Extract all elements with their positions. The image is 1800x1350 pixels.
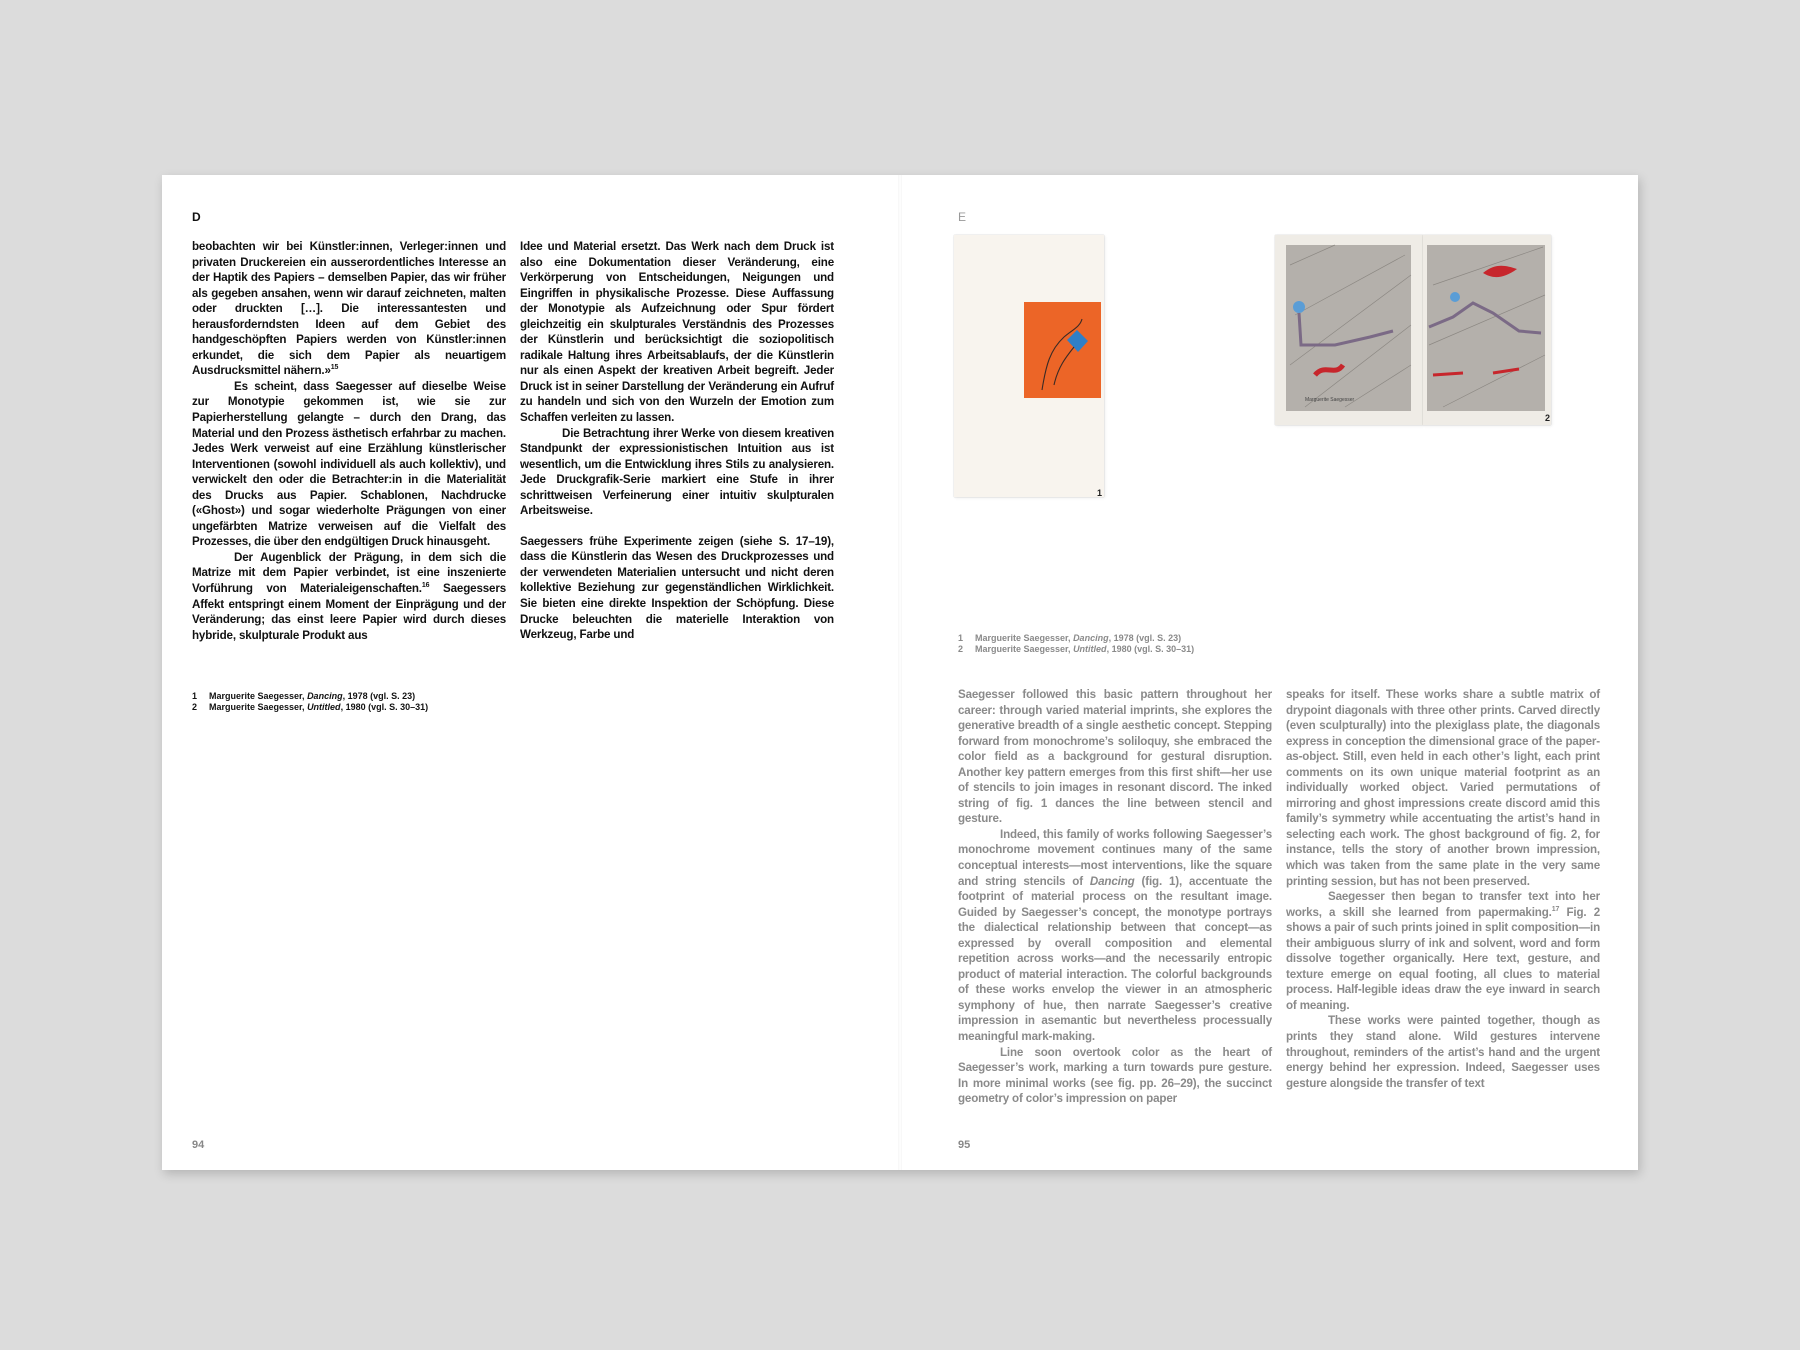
paragraph: Saegesser followed this basic pattern throughout her career: through varied material imprints, she explores the generative breadth of a single aesthetic concept. Stepping forward from monochrome’s soliloquy, she embraced the color field as a background for gestural disruption. Another key pattern emerges from this first shift—her use of stencils to join images in resonant discord. The inked string of fig. 1 dances the line between stencil and gesture. bbox=[958, 688, 1272, 826]
paragraph: Idee und Material ersetzt. Das Werk nach dem Druck ist also eine Dokumentation dieser Veränderung, eine Verkörperung von Entscheidungen, Neigungen und Eingriffen in physikalische Prozesse. Diese Auffassung der Monotypie als Aufzeichnung oder Spur fördert gleichzeitig ein skulpturales Verständnis des Prozesses der Künstlerin und berücksichtigt die soziopolitisch radikale Haltung ihres Arbeitsablaufs, der die Künstlerin nur als einen Aspekt der kreativen Arbeit begreift. Jeder Druck ist in seiner Darstellung der Veränderung ein Aufruf zu handeln und sich von den Wurzeln der Emotion zum Schaffen verleiten zu lassen. bbox=[520, 240, 834, 425]
figure-2-print-right bbox=[1423, 235, 1551, 425]
text-column-1 bbox=[192, 239, 506, 643]
orange-texture bbox=[1024, 302, 1101, 398]
paragraph: Saegessers frühe Experimente zeigen (siehe S. 17–19), dass die Künstlerin das Wesen des Druckprozesses und der verwendeten Materialien untersucht und nicht deren kollektive Beziehung zur gegenständlichen Wirklichkeit. Sie bieten eine direkte Inspektion der Schöpfung. Diese Drucke beleuchten die materielle Interaktion von Werkzeug, Farbe und bbox=[520, 534, 834, 642]
page-number: 94 bbox=[192, 1139, 205, 1151]
drypoint-field bbox=[1286, 245, 1411, 411]
footnotes bbox=[192, 691, 428, 713]
paragraph: beobachten wir bei Künstler:innen, Verleger:innen und privaten Druckereien ein ausserordentliches Interesse an der Haptik des Papiers – demselben Papier, das wir früher als gegeben ansahen, wenn wir darauf zeichneten, malten oder druckten […]. Die interessantesten und herausforderndsten Ideen auf dem Gebiet des handgeschöpften Papiers werden von Künstler:innen erkundet, die sich dem Papier als neuartigem Ausdrucksmittel nähern.»$^{15}$ bbox=[192, 240, 506, 378]
blue-gesture bbox=[1293, 301, 1305, 313]
figure-1-artwork bbox=[954, 235, 1104, 497]
footnote: 1 Marguerite Saegesser, Dancing, 1978 (vgl. S. 23) bbox=[192, 691, 416, 701]
paragraph: Es scheint, dass Saegesser auf dieselbe Weise zur Monotypie gekommen ist, wie sie zur Papierherstellung gelangte – durch den Drang, das Material und den Prozess ästhetisch erfahrbar zu machen. Jedes Werk verweist auf eine Erzählung künstlerischer Interventionen (sowohl individuell als auch kollektiv), und verwickelt den oder die Betrachter:in in die Materialität des Drucks aus Papier. Schablonen, Nachdrucke («Ghost») und sogar wiederholte Prägungen von einer ungefärbten Matrize verweisen auf die Vielfalt des Prozesses, die über den endgültigen Druck hinausgeht. bbox=[192, 379, 506, 549]
paragraph: Line soon overtook color as the heart of Saegesser’s work, marking a turn towards pure gesture. In more minimal works (see fig. pp. 26–29), the succinct geometry of color’s impression on paper bbox=[958, 1045, 1272, 1106]
figure-1-print bbox=[954, 235, 1104, 497]
note-ref: 16 bbox=[421, 582, 430, 590]
figure-2-right-artwork bbox=[1423, 235, 1551, 425]
paragraph: speaks for itself. These works share a subtle matrix of drypoint diagonals with three other prints. Carved directly (even sculpturally) into the plexiglass plate, the diagonals express in conception the dimensional grace of the paper-as-object. Still, even held in each other’s light, each print comments on its own unique material footprint as an individually worked object. Varied permutations of mirroring and ghost impressions create discord amid this family’s symmetry while accentuating the artist’s hand in selecting each work. The ghost background of fig. 2, for instance, tells the story of another brown impression, which was taken from the same plate in the very same printing session, but has not been preserved. bbox=[1286, 688, 1600, 888]
section-letter: D bbox=[192, 210, 201, 224]
paragraph: These works were painted together, though as prints they stand alone. Wild gestures intervene throughout, reminders of the artist’s hand and the urgent energy behind her expression. Indeed, Saegesser uses gesture alongside the transfer of text bbox=[1286, 1014, 1600, 1090]
figure-2-number: 2 bbox=[1545, 413, 1551, 423]
paragraph: Saegesser then began to transfer text into her works, a skill she learned from papermaking.$^{17}$ Fig. 2 shows a pair of such prints joined in split composition—in their ambiguous slurry of ink and solvent, word and form dissolve together organically. Here text, gesture, and texture emerge on equal footing, all clues to material process. Half-legible ideas draw the eye inward in search of meaning. bbox=[1286, 890, 1600, 1012]
paragraph: Der Augenblick der Prägung, in dem sich die Matrize mit dem Papier verbindet, ist eine inszenierte Vorführung von Materialeigenschaften.$^{16}$ Saegessers Affekt entspringt einem Moment der Einprägung und der Veränderung; das einst leere Papier wird durch dieses hybride, skulpturale Produkt aus bbox=[192, 550, 506, 642]
section-letter: E bbox=[958, 210, 967, 224]
text-column-1 bbox=[958, 687, 1272, 1107]
left-page bbox=[162, 175, 900, 1170]
figure-1-number: 1 bbox=[1097, 488, 1103, 498]
book-spread bbox=[162, 175, 1638, 1170]
footnote: 2 Marguerite Saegesser, Untitled, 1980 (vgl. S. 30–31) bbox=[192, 702, 429, 712]
note-ref: 17 bbox=[1551, 905, 1560, 913]
text-column-2 bbox=[1286, 687, 1600, 1091]
page-number: 95 bbox=[958, 1139, 971, 1151]
text-column-2 bbox=[520, 239, 834, 643]
figure-2-left-artwork bbox=[1275, 235, 1423, 425]
figure-2-print-left bbox=[1275, 235, 1423, 425]
paragraph: Die Betrachtung ihrer Werke von diesem kreativen Standpunkt der expressionistischen Intuition aus ist wesentlich, um die Entwicklung ihres Stils zu analysieren. Jede Druckgrafik-Serie markiert eine Stufe in ihrer schrittweisen Verfeinerung einer intuitiv skulpturalen Arbeitsweise. bbox=[520, 426, 834, 518]
right-page bbox=[900, 175, 1638, 1170]
paragraph: Indeed, this family of works following Saegesser’s monochrome movement continues many of the same conceptual interests—most interventions, like the square and string stencils of Dancing (fig. 1), accentuate the footprint of material process on the resultant image. Guided by Saegesser’s concept, the monotype portrays the dialectical relationship between that concept—as expressed by overall composition and elemental repetition across works—and the necessarily entropic product of material interaction. The colorful backgrounds of these works envelop the viewer in an atmospheric symphony of hue, then narrate Saegesser’s creative impression in asemantic but nevertheless processually meaningful mark-making. bbox=[958, 827, 1272, 1044]
drypoint-field bbox=[1427, 245, 1545, 411]
footnote: 1 Marguerite Saegesser, Dancing, 1978 (vgl. S. 23) bbox=[958, 633, 1182, 643]
blue-gesture bbox=[1450, 292, 1460, 302]
note-ref: 15 bbox=[330, 364, 339, 372]
print-inscription: Marguerite Saegesser bbox=[1305, 397, 1355, 403]
footnote: 2 Marguerite Saegesser, Untitled, 1980 (vgl. S. 30–31) bbox=[958, 644, 1195, 654]
footnotes bbox=[958, 633, 1194, 655]
